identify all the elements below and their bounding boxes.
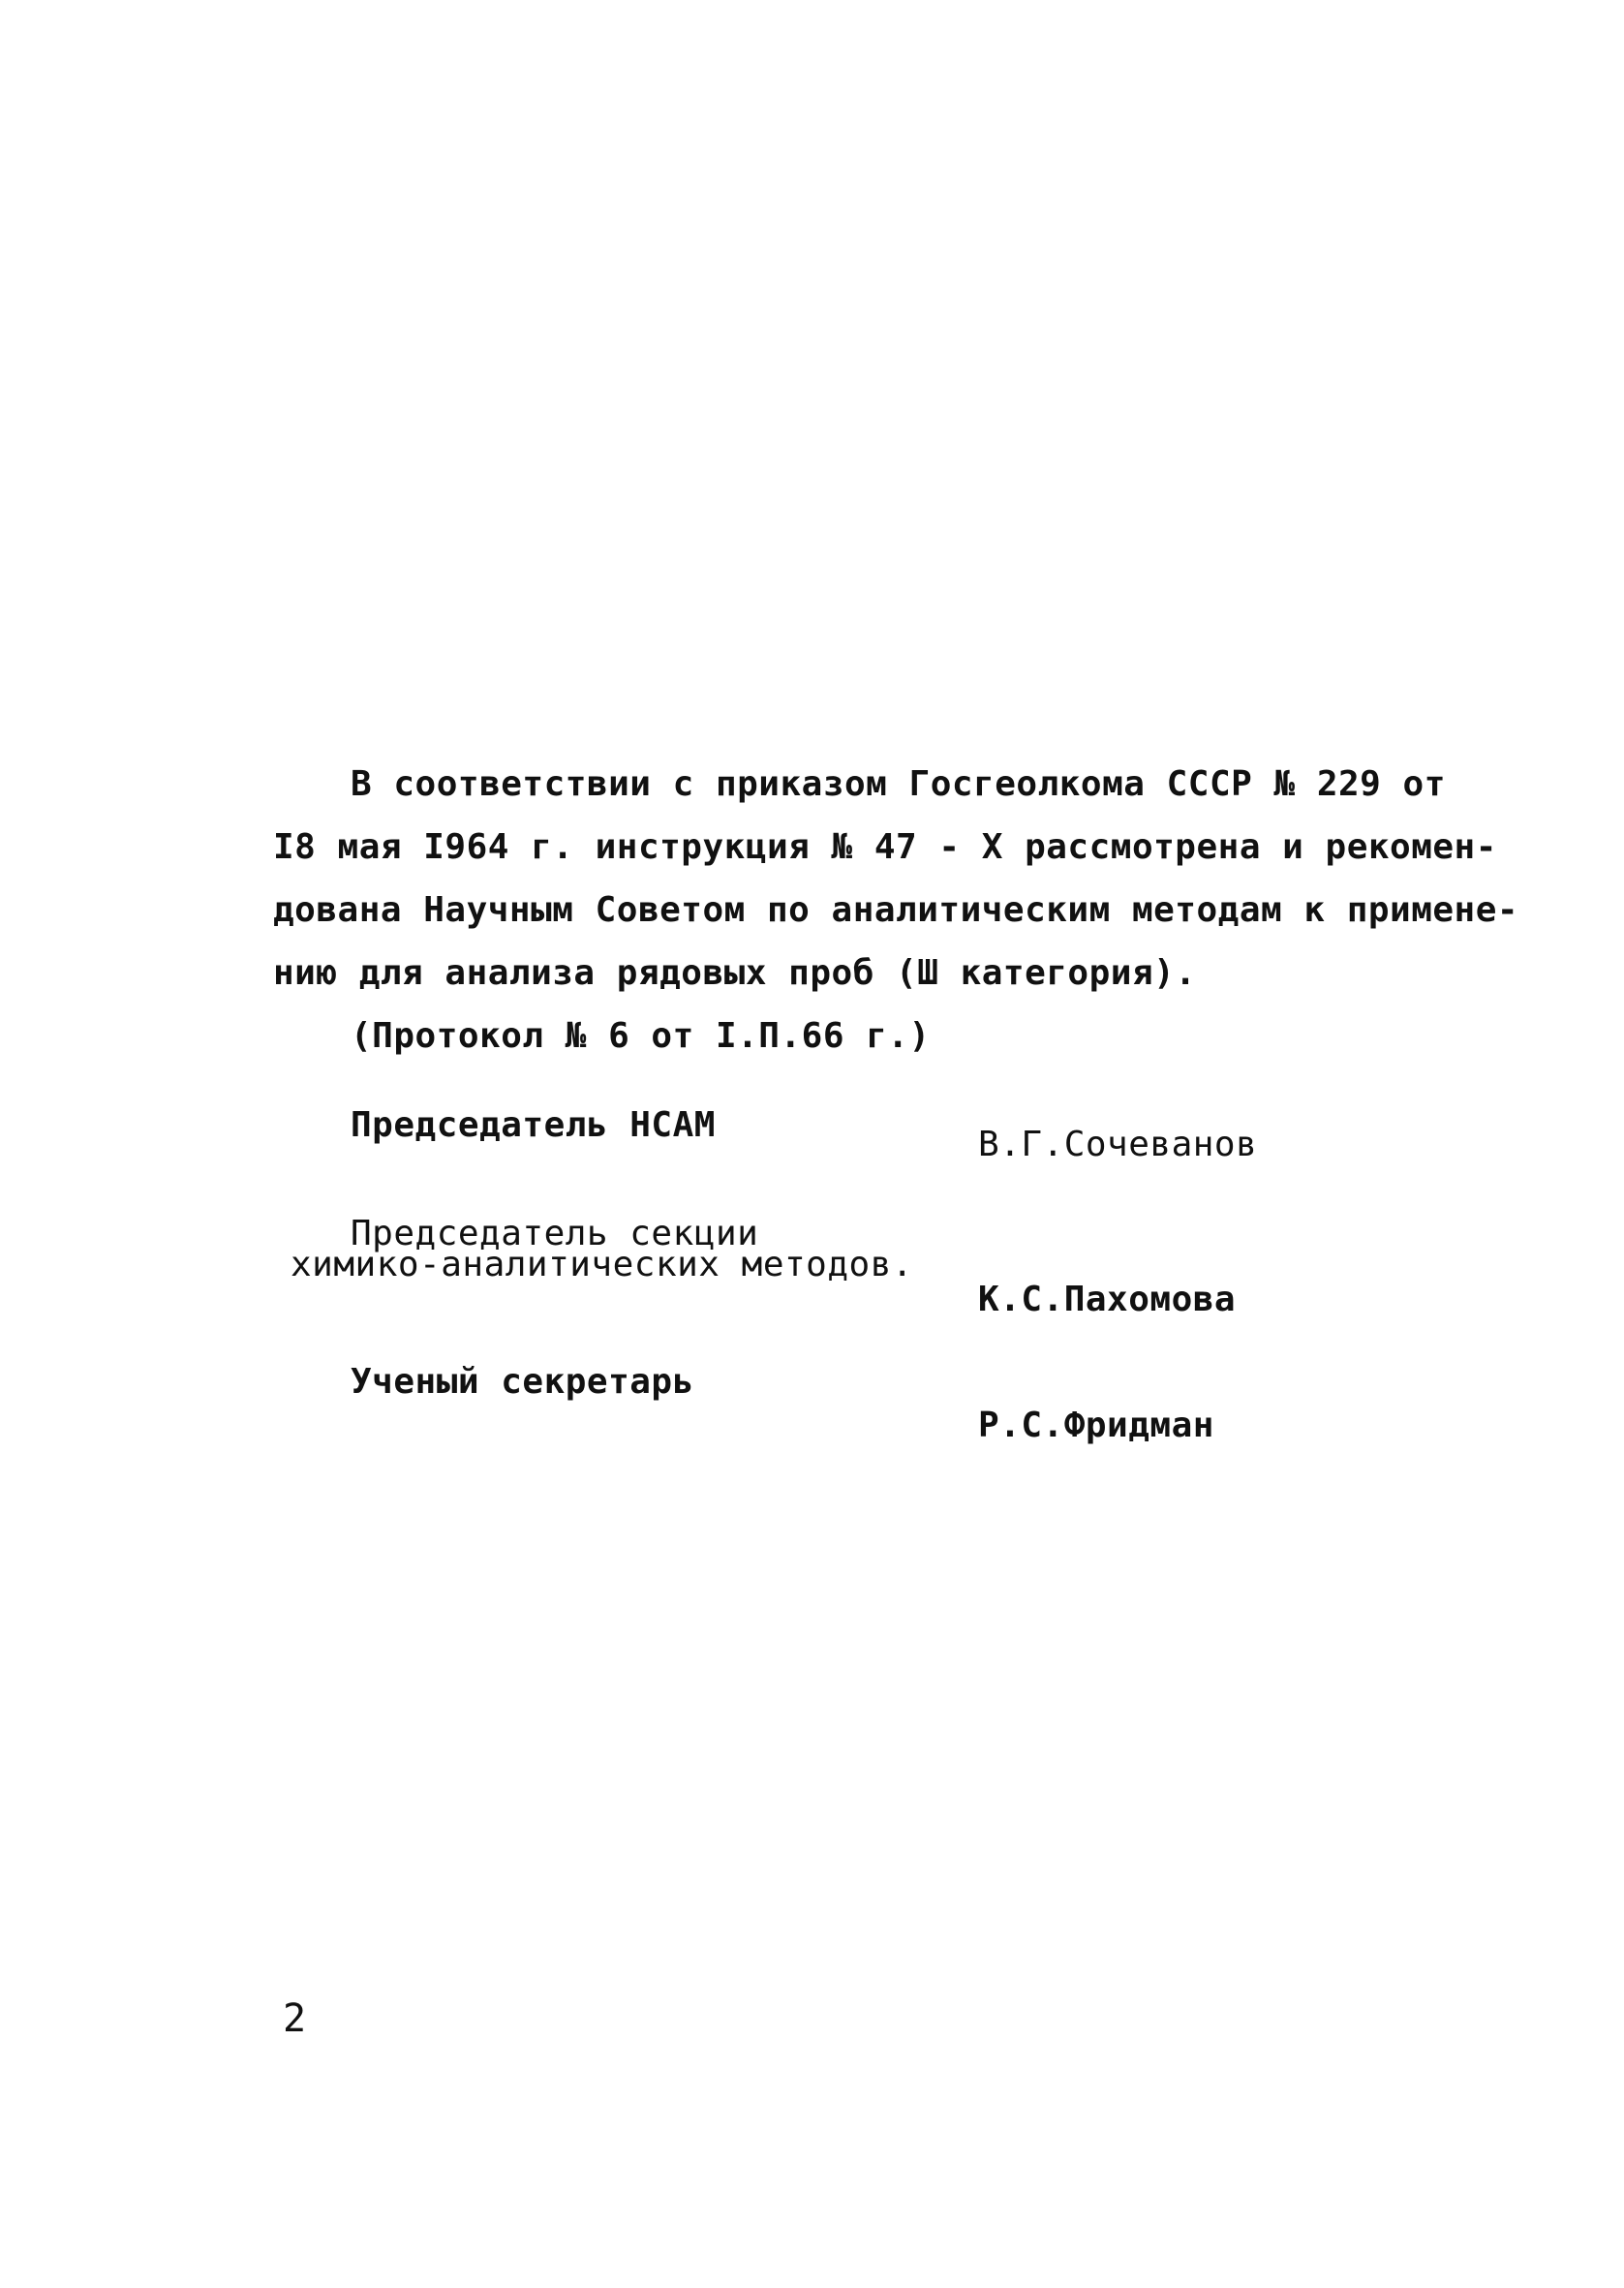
page-number: 2 bbox=[283, 1996, 307, 2041]
signature-name-section-chair: К.С.Пахомова bbox=[978, 1280, 1237, 1319]
signature-position-secretary: Ученый секретарь bbox=[351, 1362, 694, 1402]
signature-position-chairman: Председатель НСАМ bbox=[351, 1105, 716, 1145]
signature-position-section-chair-line1: Председатель секции bbox=[351, 1214, 759, 1253]
signature-position-section-chair-line2: химико-аналитических методов. bbox=[291, 1245, 914, 1284]
signature-name-secretary: Р.С.Фридман bbox=[978, 1406, 1214, 1445]
signature-name-chairman: В.Г.Сочеванов bbox=[978, 1125, 1258, 1164]
paragraph-line-2: I8 мая I964 г. инструкция № 47 - Х рассмотрена и рекомен- bbox=[273, 827, 1497, 867]
paragraph-line-3: дована Научным Советом по аналитическим методам к примене- bbox=[273, 890, 1519, 930]
protocol-reference: (Протокол № 6 от I.П.66 г.) bbox=[351, 1016, 931, 1056]
paragraph-line-1: В соответствии с приказом Госгеолкома СССР № 229 от bbox=[351, 764, 1446, 804]
paragraph-line-4: нию для анализа рядовых проб (Ш категория). bbox=[273, 953, 1197, 993]
